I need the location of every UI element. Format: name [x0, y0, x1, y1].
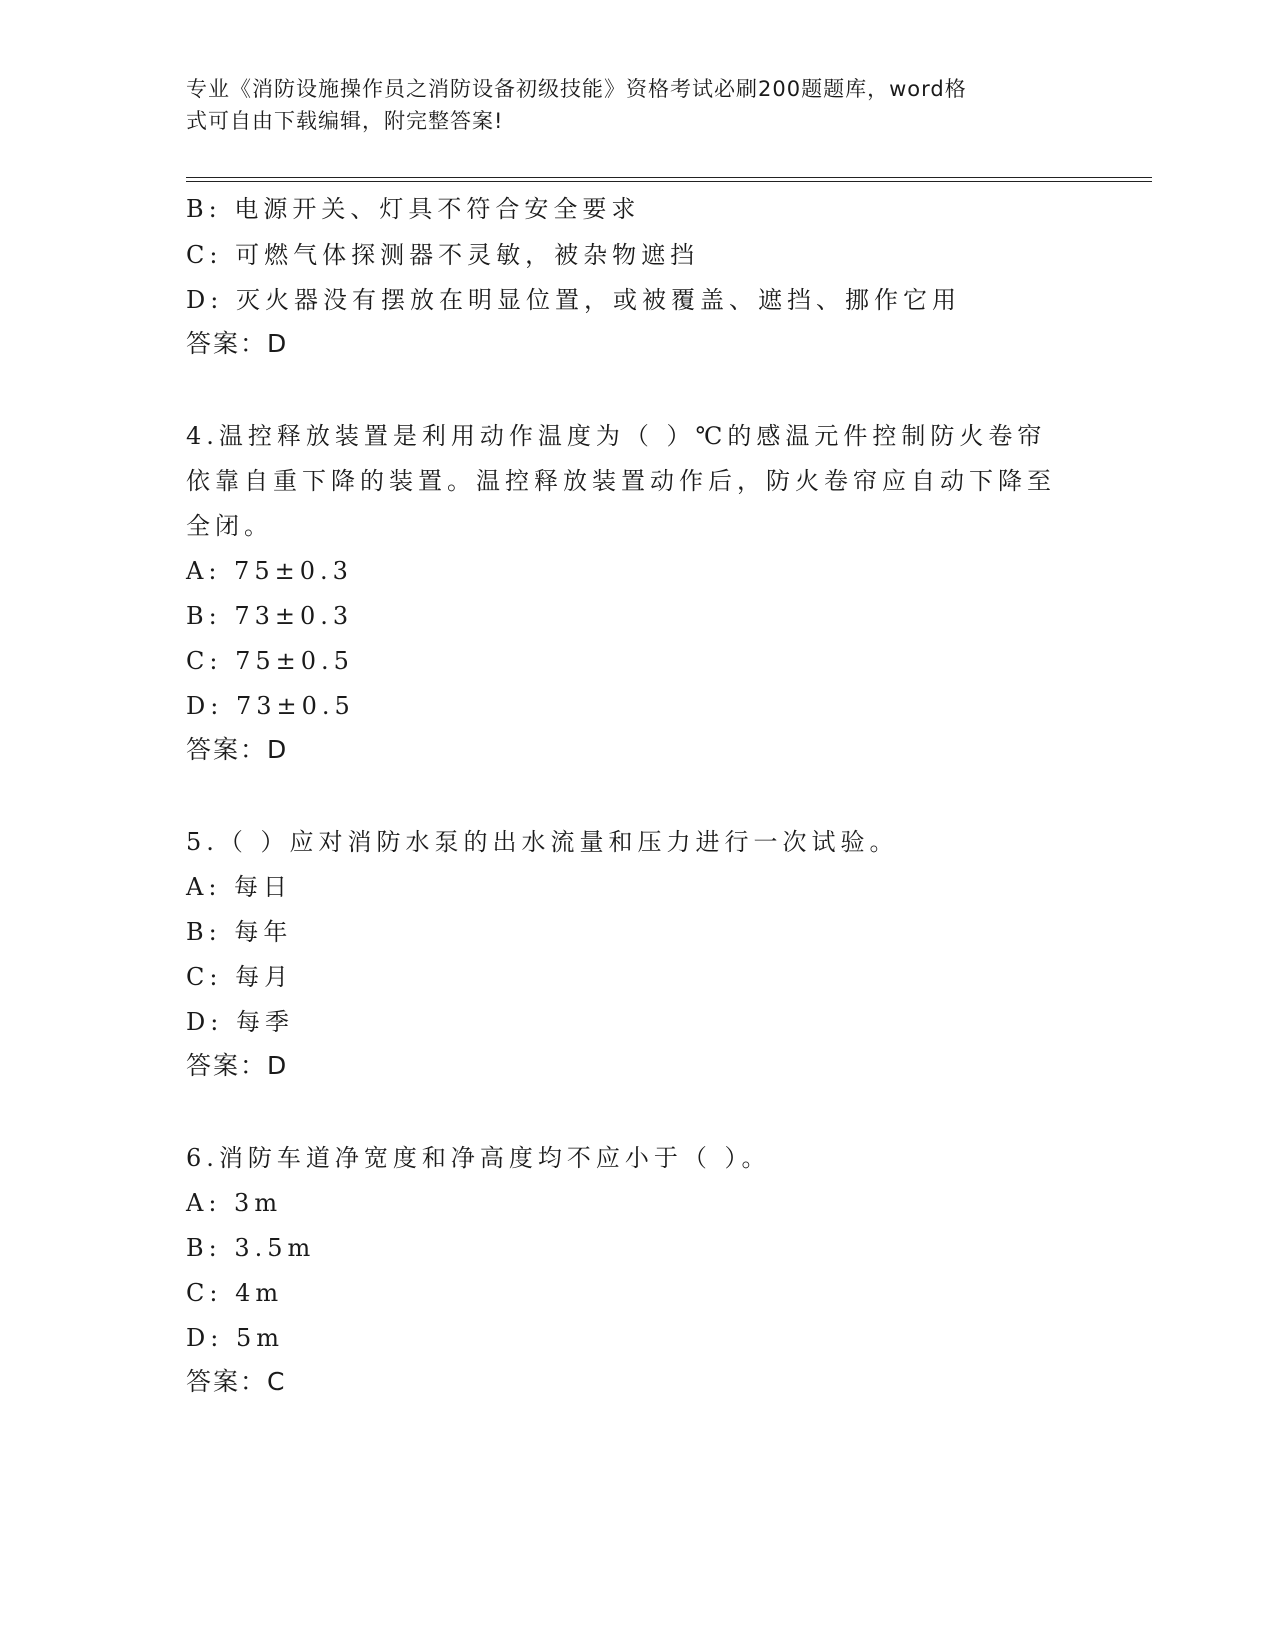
header-line-1: 专业《消防设施操作员之消防设备初级技能》资格考试必刷200题题库，word格 [186, 77, 967, 101]
q5-answer: 答案：D [186, 1051, 289, 1080]
q6-stem: 6.消防车道净宽度和净高度均不应小于（ ）。 [186, 1144, 771, 1172]
header-divider-bottom [186, 181, 1152, 182]
header-line-2: 式可自由下载编辑，附完整答案! [186, 109, 504, 133]
q4-stem-line-1: 4.温控释放装置是利用动作温度为（ ）℃的感温元件控制防火卷帘 [186, 422, 1047, 450]
q3-answer: 答案：D [186, 329, 289, 358]
q4-option-a: A: 75±0.3 [186, 557, 353, 585]
q4-option-b: B: 73±0.3 [186, 602, 354, 630]
q4-stem-line-3: 全闭。 [186, 512, 273, 540]
q3-option-c: C: 可燃气体探测器不灵敏，被杂物遮挡 [186, 241, 700, 269]
q6-option-a: A: 3m [186, 1189, 283, 1217]
document-header [186, 73, 1066, 137]
q6-option-b: B: 3.5m [186, 1234, 316, 1262]
q6-answer: 答案：C [186, 1367, 287, 1396]
q3-option-b: B: 电源开关、灯具不符合安全要求 [186, 195, 641, 223]
q4-option-c: C: 75±0.5 [186, 647, 354, 675]
q5-option-d: D: 每季 [186, 1008, 294, 1036]
q5-stem: 5.（ ）应对消防水泵的出水流量和压力进行一次试验。 [186, 828, 899, 856]
q6-option-d: D: 5m [186, 1324, 284, 1352]
q5-option-a: A: 每日 [186, 873, 293, 901]
q4-option-d: D: 73±0.5 [186, 692, 355, 720]
q4-answer: 答案：D [186, 735, 289, 764]
q3-option-d: D: 灭火器没有摆放在明显位置，或被覆盖、遮挡、挪作它用 [186, 286, 961, 314]
q5-option-c: C: 每月 [186, 963, 294, 991]
q5-option-b: B: 每年 [186, 918, 293, 946]
q4-stem-line-2: 依靠自重下降的装置。温控释放装置动作后，防火卷帘应自动下降至 [186, 467, 1056, 495]
q6-option-c: C: 4m [186, 1279, 284, 1307]
header-divider-top [186, 177, 1152, 178]
